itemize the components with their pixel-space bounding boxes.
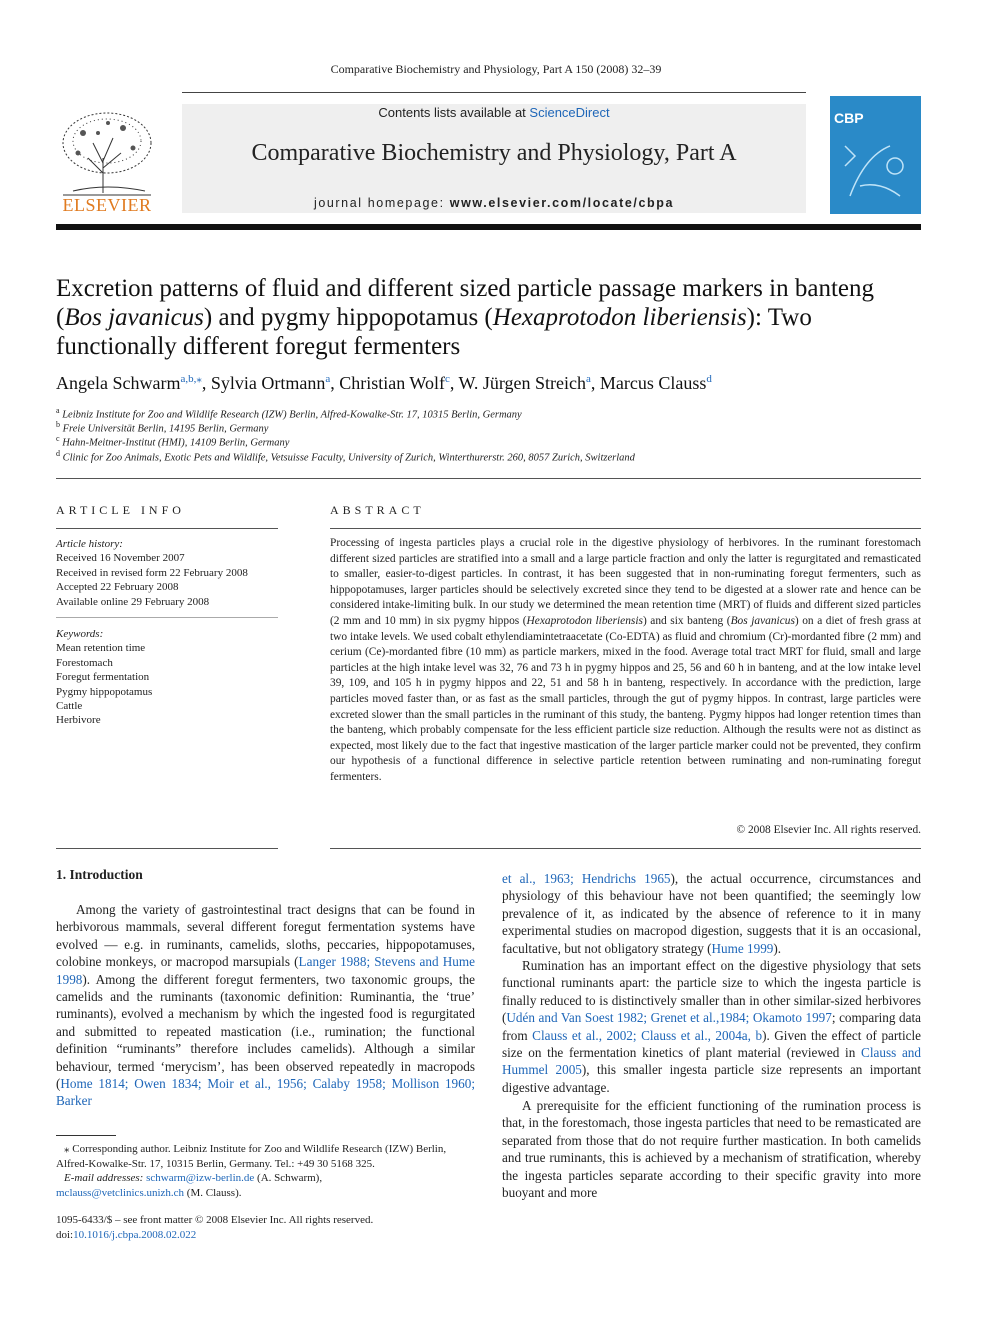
author[interactable]: , Sylvia Ortmann bbox=[201, 373, 326, 393]
article-info-heading: ARTICLE INFO bbox=[56, 503, 185, 517]
issn-line: 1095-6433/$ – see front matter © 2008 Elsevier Inc. All rights reserved. bbox=[56, 1214, 374, 1226]
keyword: Cattle bbox=[56, 700, 83, 713]
citation-link[interactable]: et al., 1963; Hendrichs 1965 bbox=[502, 871, 671, 886]
cover-label: CBP bbox=[834, 110, 864, 126]
history-item: Accepted 22 February 2008 bbox=[56, 581, 179, 594]
title-line-2: (Bos javanicus) and pygmy hippopotamus (Hexaprotodon liberiensis): Two bbox=[56, 304, 812, 331]
intro-paragraph: A prerequisite for the efficient functioning of the rumination process is that, in the forestomach, those ingesta particles that need to be remasticated are separated from those that do not require further mastication. In both camelids and true ruminants, this is achieved by a mechanism of stratification, whereby the ingesta particles separate according to their specific gravity into more buoyant and more bbox=[502, 1098, 921, 1201]
abstract-heading: ABSTRACT bbox=[330, 503, 425, 517]
citation-link[interactable]: Home 1814; Owen 1834; Moir et al., 1956; Calaby 1958; Mollison 1960; Barker bbox=[56, 1076, 475, 1109]
history-label: Article history: bbox=[56, 538, 123, 550]
title-line-3: functionally different foregut fermenters bbox=[56, 333, 461, 360]
email-link[interactable]: mclauss@vetclinics.unizh.ch bbox=[56, 1186, 185, 1199]
header-top-rule bbox=[182, 92, 806, 93]
header-thick-rule bbox=[56, 224, 921, 230]
intro-paragraph: et al., 1963; Hendrichs 1965), the actual occurrence, circumstances and physiology of this behaviour have not been quantified; the seemingly low prevalence of it, as indicated by the absence of reference to it in many experimental studies on macropod digestion, suggests that it is an occasional, facultative, but not obligatory strategy (Hume 1999). bbox=[502, 871, 921, 956]
author-affil-marks[interactable]: d bbox=[706, 373, 712, 385]
abstract-text: Processing of ingesta particles plays a crucial role in the digestive physiology of herbivores. In the ruminant forestomach different sized particles are stratified into a small and a large particle fraction and only the latter is regurgitated and remasticated to smaller, easier-to-digest particles. In contrast, it has been suggested that in non-ruminating foregut fermenters, such as hippopotamuses, larger particles should be selectively excreted since they tend to be digested at a slower rate and hence can be considered intake-limiting bulk. In our study we determined the mean retention time (MRT) of fluids and different sized particles (2 mm and 10 mm) in six pygmy hippos (Hexaprotodon liberiensis) and six banteng (Bos javanicus) on a diet of fresh grass at two intake levels. We used cobalt ethylendiamintetraacetate (Co-EDTA) as fluid and chromium (Cr)-mordanted fibre (2 mm) and cerium (Ce)-mordanted fibre (10 mm) as particle markers, mixed in the food. Average total tract MRT for fluid, small and large particles at the high intake level was 32, 76 and 73 h in pygmy hippos and 25, 56 and 60 h in banteng, and at the low intake level 39, 109, and 105 h in pygmy hippos and 22, 51 and 58 h in banteng, respectively. In accordance with the prediction, large particles moved faster than, or as fast as the small particles, through the gut of pygmy hippos. In contrast, large particles were excreted slower than the small particles in the ruminant of this study, the banteng. Pygmy hippos had longer retention times than the banteng, which probably compensate for the less efficient particle size reduction. Although the results were not as distinct as expected, most likely due to the fact that ingestive mastication of the larger particle marker could not be prevented, they confirm our hypothesis of a functional difference in selective particle retention between ruminating and non-ruminating foregut fermenters. bbox=[330, 537, 922, 783]
keyword: Mean retention time bbox=[56, 642, 146, 655]
author[interactable]: , Christian Wolf bbox=[330, 373, 445, 393]
author-affil-marks[interactable]: c bbox=[444, 373, 450, 385]
author-affil-marks[interactable]: a,b,⁎ bbox=[180, 373, 202, 385]
keywords-rule bbox=[56, 617, 278, 618]
journal-title: Comparative Biochemistry and Physiology, Part A bbox=[251, 140, 737, 166]
author[interactable]: , Marcus Clauss bbox=[590, 373, 707, 393]
abstract-bottom-rule bbox=[330, 848, 921, 849]
article-history bbox=[56, 537, 278, 609]
author-affil-marks[interactable]: a bbox=[325, 373, 331, 385]
email-link[interactable]: schwarm@izw-berlin.de bbox=[146, 1172, 255, 1184]
author-list bbox=[56, 372, 926, 394]
footnote-rule bbox=[56, 1135, 116, 1136]
keyword: Foregut fermentation bbox=[56, 671, 150, 684]
affiliation: $^c$ Hahn-Meitner-Institut (HMI), 14109 Berlin, Germany bbox=[56, 434, 290, 449]
history-item: Received in revised form 22 February 2008 bbox=[56, 566, 248, 579]
affiliation: $^b$ Freie Universität Berlin, 14195 Berlin, Germany bbox=[56, 420, 269, 435]
keywords-label: Keywords: bbox=[56, 628, 104, 640]
intro-paragraph: Rumination has an important effect on the digestive physiology that sets functional ruminants apart: the particle size to which the ingesta particle is finally reduced to is distinctively smaller than in other similar-sized herbivores (Udén and Van Soest 1982; Grenet et al.,1984; Okamoto 1997; comparing data from Clauss et al., 2002; Clauss et al., 2004a, b). Given the effect of particle size on the fermentation kinetics of plant material (reviewed in Clauss and Hummel 2005), this smaller ingesta particle size represents an important digestive advantage. bbox=[502, 958, 921, 1095]
author-affil-marks[interactable]: a bbox=[586, 373, 591, 385]
contents-prefix: Contents lists available at bbox=[378, 105, 530, 120]
keyword: Forestomach bbox=[56, 656, 113, 669]
cover-illustration-icon bbox=[830, 126, 921, 214]
front-matter: 1095-6433/$ – see front matter © 2008 Elsevier Inc. All rights reserved. doi:10.1016/j.cbpa.2008.02.022 bbox=[56, 1213, 486, 1242]
homepage-prefix: journal homepage: bbox=[313, 196, 450, 210]
citation-link[interactable]: Hume 1999 bbox=[711, 940, 774, 956]
section-rule bbox=[56, 478, 921, 479]
article-info-rule bbox=[56, 528, 278, 529]
journal-homepage bbox=[182, 196, 806, 210]
affiliation: $^a$ Leibniz Institute for Zoo and Wildlife Research (IZW) Berlin, Alfred-Kowalke-Str. 17, 10315 Berlin, Germany bbox=[56, 406, 522, 421]
author[interactable]: , W. Jürgen Streich bbox=[449, 373, 587, 393]
keyword: Pygmy hippopotamus bbox=[56, 685, 153, 698]
intro-paragraph: Among the variety of gastrointestinal tract designs that can be found in herbivorous mammals, several different foregut fermentation systems have evolved — e.g. in ruminants, camelids, sloths, peccaries, hippopotamuses, colobine monkeys, or macropod marsupials (Langer 1988; Stevens and Hume 1998). Among the different foregut fermenters, two taxonomic groups, the camelids and the ruminants (taxonomic definition: Ruminantia, the ‘true’ ruminants), evolved a mechanism by which the ingested food is regurgitated and submitted to repeated mastication (i.e., rumination; the functional definition “ruminants” therefore includes camelids). Although a similar behaviour, termed ‘merycism’, has been observed repeatedly in macropods (Home 1814; Owen 1834; Moir et al., 1956; Calaby 1958; Mollison 1960; Barker bbox=[56, 902, 475, 1109]
author[interactable]: Angela Schwarm bbox=[56, 373, 181, 393]
citation-link[interactable]: Clauss et al., 2002; Clauss et al., 2004a, b bbox=[532, 1027, 763, 1043]
title-line-1: Excretion patterns of fluid and different sized particle passage markers in banteng bbox=[56, 275, 874, 302]
elsevier-logo bbox=[53, 103, 161, 215]
copyright: © 2008 Elsevier Inc. All rights reserved. bbox=[736, 824, 921, 836]
citation-link[interactable]: Udén and Van Soest 1982; Grenet et al.,1984; Okamoto 1997 bbox=[506, 1010, 832, 1026]
journal-cover-thumbnail[interactable] bbox=[830, 96, 921, 214]
citation-link[interactable]: Clauss and Hummel 2005 bbox=[502, 1045, 921, 1078]
keywords bbox=[56, 627, 278, 728]
info-bottom-rule bbox=[56, 848, 278, 849]
sciencedirect-link[interactable]: ScienceDirect bbox=[529, 105, 610, 120]
abstract-rule bbox=[330, 528, 921, 529]
homepage-url[interactable]: www.elsevier.com/locate/cbpa bbox=[449, 196, 675, 210]
elsevier-wordmark: ELSEVIER bbox=[62, 195, 152, 215]
article-title bbox=[56, 274, 926, 361]
citation-link[interactable]: Langer 1988; Stevens and Hume 1998 bbox=[56, 954, 475, 987]
doi-link[interactable]: 10.1016/j.cbpa.2008.02.022 bbox=[73, 1228, 197, 1241]
section-heading: 1. Introduction bbox=[56, 867, 143, 882]
history-item: Available online 29 February 2008 bbox=[56, 595, 210, 608]
keyword: Herbivore bbox=[56, 714, 101, 727]
species-name: Bos javanicus bbox=[64, 304, 204, 331]
contents-line bbox=[182, 105, 806, 120]
affiliation: $^d$ Clinic for Zoo Animals, Exotic Pets and Wildlife, Vetsuisse Faculty, University of Zurich, Winterthurerstr. 260, 8057 Zurich, Switzerland bbox=[56, 449, 635, 464]
history-item: Received 16 November 2007 bbox=[56, 552, 185, 565]
corresponding-author-note: ⁎ Corresponding author. Leibniz Institute for Zoo and Wildlife Research (IZW) Berlin, Alfred-Kowalke-Str. 17, 10315 Berlin, Germany. Tel.: +49 30 5168 325. E-mail addresses: schwarm@izw-berlin.de (A. Schwarm), mclauss@vetclinics.unizh.ch (M. Clauss). bbox=[56, 1143, 447, 1199]
running-head: Comparative Biochemistry and Physiology, Part A 150 (2008) 32–39 bbox=[330, 62, 662, 76]
species-name: Hexaprotodon liberiensis bbox=[492, 304, 747, 331]
